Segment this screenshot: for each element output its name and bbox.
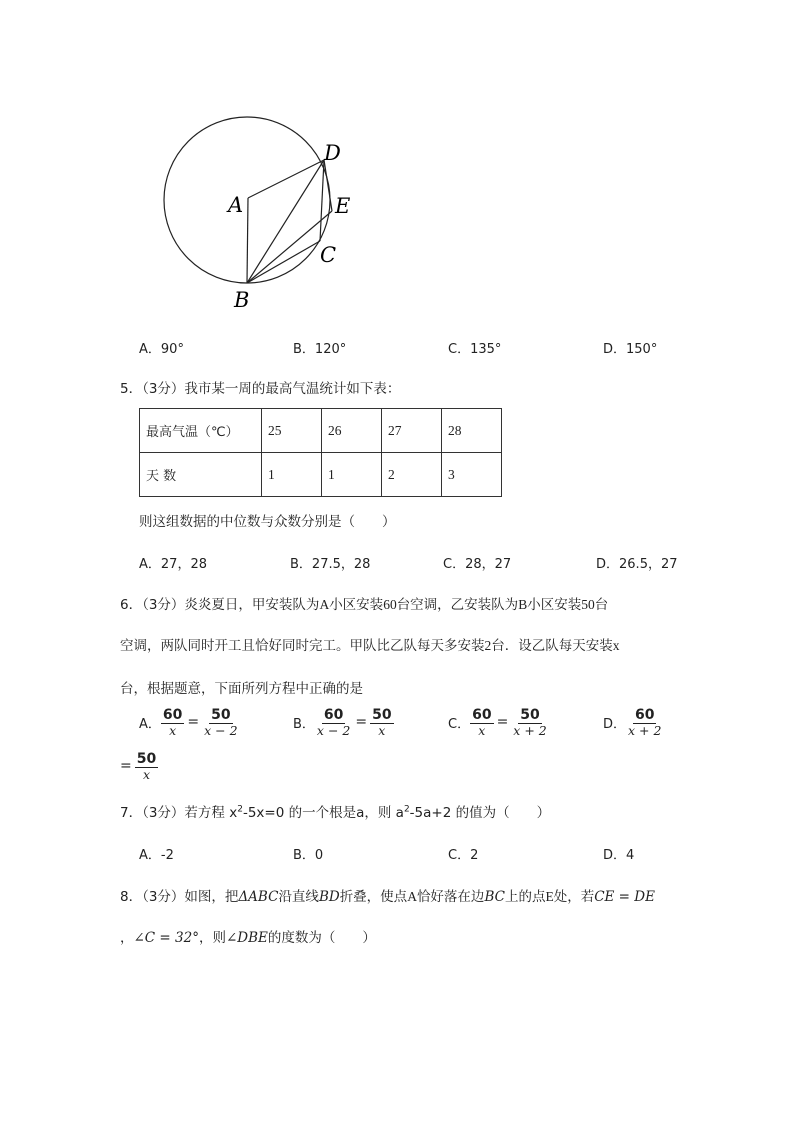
stem-text: 8．（3分）如图，把 [120,889,239,905]
q4-option-c[interactable] [448,338,501,357]
q6-option-d-right[interactable] [120,752,158,781]
q6-option-c[interactable] [448,708,549,737]
q4-option-b[interactable] [293,338,346,357]
q6-option-d-left[interactable] [603,708,663,737]
q8-stem-line2 [120,926,376,946]
q6-option-b[interactable] [293,708,394,737]
table-header-cell: 最高气温（℃） [140,409,262,453]
denominator: x + 2 [628,722,662,738]
label-c: C [320,243,337,267]
denominator: x [478,722,486,738]
option-letter: B． [293,342,315,357]
table-cell: 27 [382,409,442,453]
stem-text: 空调，两队同时开工且恰好同时完工。甲队比乙队每天多安装 [120,638,485,654]
q6-stem-line3: 台，根据题意，下面所列方程中正确的是 [120,681,363,697]
equation-ce-de: CE = DE [594,889,655,905]
option-letter: A． [139,848,161,863]
angle-c: ∠C = 32° [133,930,199,946]
number-50: 50 [581,597,595,612]
circle-figure [150,105,380,320]
fraction-left [315,708,352,737]
table-cell: 25 [262,409,322,453]
fraction-right [370,708,393,737]
segment-ab [247,198,248,283]
stem-text: 处，若 [553,889,595,905]
table-cell: 3 [442,453,502,497]
option-text: 27.5，28 [311,557,371,572]
fraction-left [626,708,663,737]
fraction-left [161,708,184,737]
q6-stem-line2 [120,634,620,654]
option-letter: B． [293,716,315,732]
number-2: 2 [484,638,492,653]
option-text: 26.5，27 [619,557,678,572]
option-text: 0 [314,848,324,863]
numerator: 60 [323,707,344,723]
denominator: x − 2 [316,722,351,738]
q4-option-a[interactable] [139,338,184,357]
stem-text: 的度数为（ ） [267,930,376,946]
stem-text: 小区安装 [527,597,582,613]
option-letter: A． [139,716,161,732]
table-cell: 1 [322,453,382,497]
stem-text: 台．设乙队每天安装 [491,638,613,654]
stem-text: 折叠，使点 [339,889,408,905]
fraction-right [202,708,239,737]
equals-sign: = [187,714,200,731]
point-b: B [518,597,528,612]
option-letter: C． [448,848,471,863]
temperature-table [139,408,502,497]
stem-text: ，则 [198,930,226,946]
numerator: 50 [520,707,540,723]
denominator: x [378,722,386,738]
option-letter: D． [596,557,620,572]
option-letter: D． [603,848,627,863]
point-a: A [319,597,330,612]
superscript: 2 [237,804,243,815]
option-letter: B． [290,557,312,572]
table-cell: 1 [262,453,322,497]
numerator: 50 [211,707,231,723]
option-text: 90° [160,342,184,357]
stem-text: 台空调，乙安装队为 [396,597,519,613]
numerator: 60 [472,707,492,723]
q5-question: 则这组数据的中位数与众数分别是（ ） [139,514,396,530]
numerator: 50 [136,751,157,767]
stem-text: ， [120,930,134,946]
option-text: 150° [626,342,658,357]
label-d: D [324,141,341,165]
fraction-right [135,752,158,781]
segment-bc [247,241,320,283]
numerator: 60 [634,707,655,723]
option-letter: D． [603,716,627,732]
table-row [140,453,502,497]
angle-dbe: ∠DBE [225,930,268,946]
q7-option-c[interactable] [448,844,478,863]
fraction-left [470,708,493,737]
q5-stem: 5．（3分）我市某一周的最高气温统计如下表： [120,381,401,397]
option-text: 135° [470,342,502,357]
label-b: B [234,288,250,312]
stem-text: 恰好落在边 [416,889,485,905]
table-header-cell: 天 数 [140,453,262,497]
stem-text: 7．（3分）若方程 x [120,805,238,821]
segment-bd [247,160,324,283]
q7-option-b[interactable] [293,844,323,863]
stem-text: 6．（3分）炎炎夏日，甲安装队为 [120,597,320,613]
stem-text: -5a+2 的值为（ ） [409,805,551,821]
q8-stem-line1 [120,885,655,905]
segment-de [324,160,332,211]
variable-x: x [612,638,620,653]
number-60: 60 [383,597,397,612]
numerator: 60 [162,707,183,723]
denominator: x − 2 [204,722,238,738]
q7-option-d[interactable] [603,844,634,863]
q6-stem-line1 [120,593,608,613]
point-a: A [407,889,417,904]
option-text: 27，28 [160,557,207,572]
q5-option-c[interactable] [443,553,511,572]
option-text: 120° [314,342,347,357]
table-cell: 26 [322,409,382,453]
denominator: x [142,766,150,782]
q5-option-b[interactable] [290,553,370,572]
stem-text: 小区安装 [329,597,384,613]
table-row [140,409,502,453]
segment-dc [320,160,324,241]
option-letter: D． [603,342,627,357]
table-cell: 2 [382,453,442,497]
denominator: x + 2 [513,722,547,738]
option-letter: C． [443,557,466,572]
q7-option-a[interactable] [139,844,174,863]
side-bc: BC [484,889,505,905]
option-text: 4 [626,848,635,863]
numerator: 50 [372,707,392,723]
option-text: 28，27 [465,557,512,572]
option-text: -2 [160,848,174,863]
stem-text: 台 [594,597,609,613]
option-letter: C． [448,342,471,357]
equals-sign: = [120,758,132,775]
line-bd: BD [318,889,340,905]
stem-text: 沿直线 [278,889,319,905]
stem-text: -5x=0 的一个根是a，则 a [242,805,404,821]
q7-stem [120,801,550,821]
q6-option-a[interactable] [139,708,240,737]
label-e: E [335,194,351,218]
superscript: 2 [403,804,410,815]
option-text: 2 [470,848,479,863]
option-letter: A． [139,557,161,572]
equals-sign: = [355,714,368,731]
point-e: E [545,889,554,904]
triangle-abc: ΔABC [238,889,279,905]
option-letter: C． [448,716,471,732]
stem-text: 上的点 [504,889,546,905]
q5-option-d[interactable] [596,553,678,572]
option-letter: A． [139,342,161,357]
option-letter: B． [293,848,315,863]
table-cell: 28 [442,409,502,453]
equals-sign: = [496,714,509,731]
denominator: x [169,722,177,738]
label-a: A [228,193,244,217]
fraction-right [511,708,548,737]
q5-option-a[interactable] [139,553,207,572]
q4-option-d[interactable] [603,338,657,357]
